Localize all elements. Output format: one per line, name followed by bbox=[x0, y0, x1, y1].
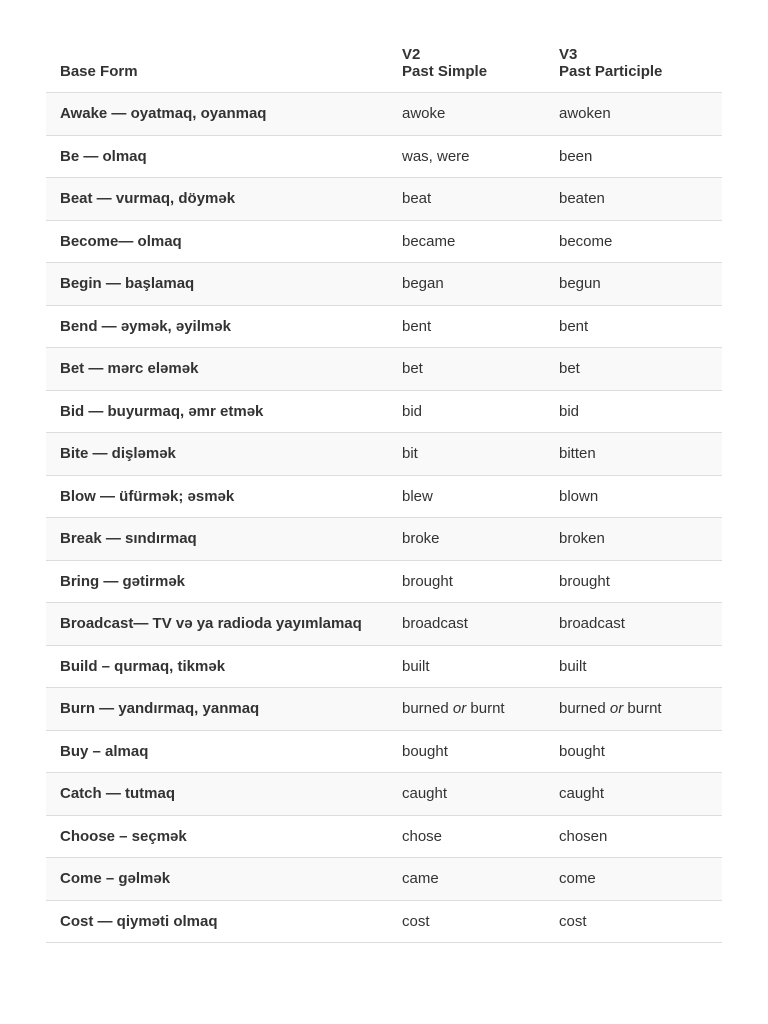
base-form-cell: Bid — buyurmaq, əmr etmək bbox=[46, 390, 388, 433]
past-simple-cell bbox=[388, 773, 545, 816]
verb-form: burnt bbox=[627, 700, 662, 718]
alternative-separator: or bbox=[609, 700, 624, 718]
past-simple-cell bbox=[388, 858, 545, 901]
verb-form: chosen bbox=[559, 827, 608, 845]
table-body bbox=[46, 93, 722, 943]
past-simple-cell bbox=[388, 645, 545, 688]
verb-form: blown bbox=[559, 487, 599, 505]
base-form-cell: Catch — tutmaq bbox=[46, 773, 388, 816]
verb-form: beaten bbox=[559, 190, 605, 208]
verb-form: bet bbox=[402, 360, 423, 378]
header-base-form bbox=[46, 46, 388, 93]
table-row bbox=[46, 178, 722, 221]
verb-form: bought bbox=[559, 742, 605, 760]
past-simple-cell bbox=[388, 475, 545, 518]
base-form-cell: Bet — mərc eləmək bbox=[46, 348, 388, 391]
past-simple-cell bbox=[388, 518, 545, 561]
past-participle-cell bbox=[545, 305, 722, 348]
header-base-label: Base Form bbox=[60, 63, 138, 80]
base-form-cell: Bend — əymək, əyilmək bbox=[46, 305, 388, 348]
past-simple-cell bbox=[388, 178, 545, 221]
past-participle-cell bbox=[545, 645, 722, 688]
table-row bbox=[46, 645, 722, 688]
past-participle-cell bbox=[545, 220, 722, 263]
past-participle-cell bbox=[545, 815, 722, 858]
past-participle-cell bbox=[545, 475, 722, 518]
verb-form: cost bbox=[402, 912, 430, 930]
verb-form: began bbox=[402, 275, 444, 293]
verb-form: built bbox=[402, 657, 430, 675]
verb-form: awoken bbox=[559, 105, 611, 123]
past-participle-cell bbox=[545, 858, 722, 901]
past-participle-cell bbox=[545, 900, 722, 943]
base-form-cell: Burn — yandırmaq, yanmaq bbox=[46, 688, 388, 731]
irregular-verbs-table bbox=[46, 46, 722, 943]
verb-form: became bbox=[402, 232, 456, 250]
table-header bbox=[46, 46, 722, 93]
alternative-separator: or bbox=[452, 700, 467, 718]
verb-form: bit bbox=[402, 445, 418, 463]
header-v2-label: Past Simple bbox=[402, 63, 488, 80]
past-simple-cell bbox=[388, 263, 545, 306]
verb-form: bent bbox=[559, 317, 589, 335]
past-participle-cell bbox=[545, 518, 722, 561]
past-participle-cell bbox=[545, 135, 722, 178]
past-simple-cell bbox=[388, 900, 545, 943]
table-row bbox=[46, 518, 722, 561]
table-row bbox=[46, 815, 722, 858]
table-row bbox=[46, 390, 722, 433]
past-simple-cell bbox=[388, 815, 545, 858]
table-row bbox=[46, 858, 722, 901]
verb-form: awoke bbox=[402, 105, 446, 123]
verb-form: chose bbox=[402, 827, 443, 845]
verb-form: begun bbox=[559, 275, 601, 293]
base-form-cell: Cost — qiyməti olmaq bbox=[46, 900, 388, 943]
table-row bbox=[46, 688, 722, 731]
table-row bbox=[46, 348, 722, 391]
verb-form: built bbox=[559, 657, 587, 675]
verb-form: become bbox=[559, 232, 613, 250]
verb-form: bid bbox=[559, 402, 580, 420]
past-simple-cell bbox=[388, 560, 545, 603]
base-form-cell: Come – gəlmək bbox=[46, 858, 388, 901]
table-row bbox=[46, 93, 722, 136]
base-form-cell: Be — olmaq bbox=[46, 135, 388, 178]
verb-form: caught bbox=[559, 785, 605, 803]
table-row bbox=[46, 433, 722, 476]
verb-form: broadcast bbox=[559, 615, 625, 633]
past-simple-cell bbox=[388, 93, 545, 136]
verb-form: beat bbox=[402, 190, 432, 208]
past-participle-cell bbox=[545, 773, 722, 816]
verb-form: was, were bbox=[402, 147, 470, 165]
past-simple-cell bbox=[388, 730, 545, 773]
base-form-cell: Bite — dişləmək bbox=[46, 433, 388, 476]
verb-form: burned bbox=[402, 700, 449, 718]
verb-form: cost bbox=[559, 912, 587, 930]
base-form-cell: Broadcast— TV və ya radioda yayımlamaq bbox=[46, 603, 388, 646]
verb-form: came bbox=[402, 870, 439, 888]
header-past-participle bbox=[545, 46, 722, 93]
past-participle-cell bbox=[545, 390, 722, 433]
table-row bbox=[46, 305, 722, 348]
verb-form: blew bbox=[402, 487, 433, 505]
table-row bbox=[46, 135, 722, 178]
verb-form: bet bbox=[559, 360, 580, 378]
base-form-cell: Bring — gətirmək bbox=[46, 560, 388, 603]
verb-form: burned bbox=[559, 700, 606, 718]
verb-form: burnt bbox=[470, 700, 505, 718]
header-v3-label: Past Participle bbox=[559, 63, 663, 80]
past-participle-cell bbox=[545, 93, 722, 136]
verb-form: brought bbox=[402, 572, 453, 590]
table-row bbox=[46, 263, 722, 306]
base-form-cell: Blow — üfürmək; əsmək bbox=[46, 475, 388, 518]
past-simple-cell bbox=[388, 135, 545, 178]
past-participle-cell bbox=[545, 348, 722, 391]
verb-form: bitten bbox=[559, 445, 596, 463]
base-form-cell: Choose – seçmək bbox=[46, 815, 388, 858]
base-form-cell: Buy – almaq bbox=[46, 730, 388, 773]
verb-form: broke bbox=[402, 530, 440, 548]
past-participle-cell bbox=[545, 688, 722, 731]
table-row bbox=[46, 220, 722, 263]
table-row bbox=[46, 560, 722, 603]
past-simple-cell bbox=[388, 688, 545, 731]
verb-form: broken bbox=[559, 530, 605, 548]
verb-form: come bbox=[559, 870, 596, 888]
base-form-cell: Become— olmaq bbox=[46, 220, 388, 263]
verb-form: bid bbox=[402, 402, 423, 420]
header-v3-code: V3 bbox=[559, 46, 578, 63]
verb-form: broadcast bbox=[402, 615, 468, 633]
table-row bbox=[46, 603, 722, 646]
verb-form: bent bbox=[402, 317, 432, 335]
table-row bbox=[46, 900, 722, 943]
base-form-cell: Build – qurmaq, tikmək bbox=[46, 645, 388, 688]
past-simple-cell bbox=[388, 433, 545, 476]
base-form-cell: Awake — oyatmaq, oyanmaq bbox=[46, 93, 388, 136]
verb-form: brought bbox=[559, 572, 610, 590]
base-form-cell: Break — sındırmaq bbox=[46, 518, 388, 561]
base-form-cell: Begin — başlamaq bbox=[46, 263, 388, 306]
past-simple-cell bbox=[388, 348, 545, 391]
header-row bbox=[46, 46, 722, 93]
past-simple-cell bbox=[388, 603, 545, 646]
past-participle-cell bbox=[545, 263, 722, 306]
base-form-cell: Beat — vurmaq, döymək bbox=[46, 178, 388, 221]
past-participle-cell bbox=[545, 178, 722, 221]
verb-form: bought bbox=[402, 742, 448, 760]
past-simple-cell bbox=[388, 220, 545, 263]
verb-form: been bbox=[559, 147, 593, 165]
header-v2-code: V2 bbox=[402, 46, 421, 63]
table-row bbox=[46, 773, 722, 816]
table-row bbox=[46, 730, 722, 773]
past-simple-cell bbox=[388, 390, 545, 433]
header-past-simple bbox=[388, 46, 545, 93]
verb-form: caught bbox=[402, 785, 448, 803]
past-participle-cell bbox=[545, 730, 722, 773]
past-participle-cell bbox=[545, 433, 722, 476]
past-participle-cell bbox=[545, 560, 722, 603]
past-simple-cell bbox=[388, 305, 545, 348]
table-row bbox=[46, 475, 722, 518]
past-participle-cell bbox=[545, 603, 722, 646]
